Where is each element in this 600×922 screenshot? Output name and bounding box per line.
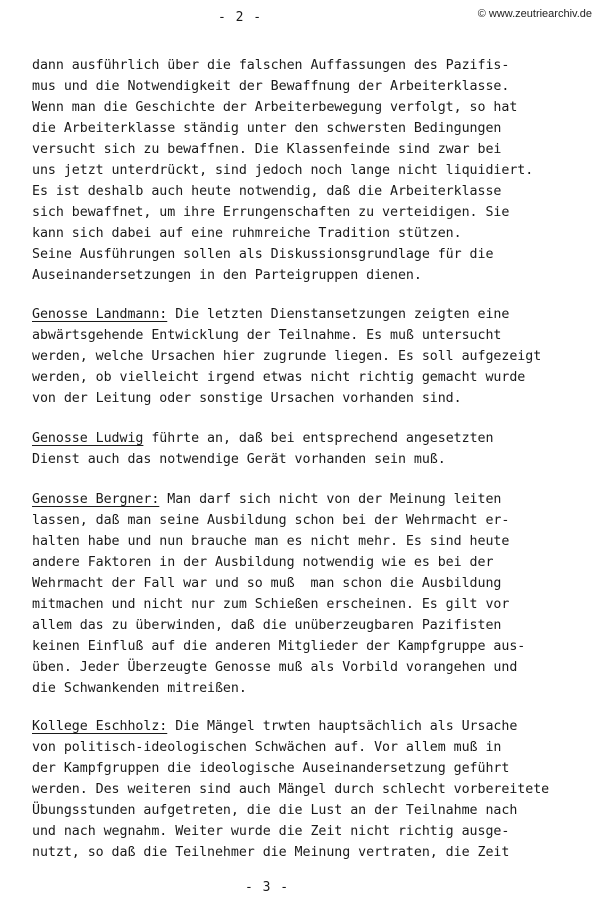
watermark: © www.zeutriearchiv.de — [477, 8, 592, 20]
text-line: der Kampfgruppen die ideologische Auseinandersetzung geführt — [32, 761, 510, 776]
speaker-name: Genosse Bergner: — [32, 492, 160, 507]
page-number-bottom: - 3 - — [245, 880, 290, 895]
text-line: mitmachen und nicht nur zum Schießen erscheinen. Es gilt vor — [32, 597, 510, 612]
text-line: Wenn man die Geschichte der Arbeiterbewegung verfolgt, so hat — [32, 100, 518, 115]
text-line: dann ausführlich über die falschen Auffassungen des Pazifis- — [32, 58, 510, 73]
text-line: andere Faktoren in der Ausbildung notwendig wie es bei der — [32, 555, 494, 570]
text-line: Dienst auch das notwendige Gerät vorhanden sein muß. — [32, 452, 446, 467]
speaker-line — [32, 489, 501, 510]
text-line: Auseinandersetzungen in den Parteigruppen dienen. — [32, 268, 422, 283]
text-line: halten habe und nun brauche man es nicht mehr. Es sind heute — [32, 534, 510, 549]
text-line: allem das zu überwinden, daß die unüberzeugbaren Pazifisten — [32, 618, 502, 633]
speaker-line — [32, 304, 509, 325]
text-line: kann sich dabei auf eine ruhmreiche Tradition stützen. — [32, 226, 462, 241]
speaker-line — [32, 428, 493, 449]
text-line: werden, welche Ursachen hier zugrunde liegen. Es soll aufgezeigt — [32, 349, 542, 364]
text-line: abwärtsgehende Entwicklung der Teilnahme. Es muß untersucht — [32, 328, 502, 343]
text-line: keinen Einfluß auf die anderen Mitglieder der Kampfgruppe aus- — [32, 639, 526, 654]
speaker-name: Genosse Ludwig — [32, 431, 144, 446]
text-line: Übungsstunden aufgetreten, die die Lust an der Teilnahme nach — [32, 803, 518, 818]
text-line: Wehrmacht der Fall war und so muß man schon die Ausbildung — [32, 576, 502, 591]
text-line: die Arbeiterklasse ständig unter den schwersten Bedingungen — [32, 121, 502, 136]
text-line: üben. Jeder Überzeugte Genosse muß als Vorbild vorangehen und — [32, 660, 518, 675]
text-line: Es ist deshalb auch heute notwendig, daß die Arbeiterklasse — [32, 184, 502, 199]
text-segment: Die letzten Dienstansetzungen zeigten eine — [167, 307, 510, 322]
speaker-name: Kollege Eschholz: — [32, 719, 168, 734]
speaker-line — [32, 716, 517, 737]
text-line: mus und die Notwendigkeit der Bewaffnung der Arbeiterklasse. — [32, 79, 510, 94]
text-line: uns jetzt unterdrückt, sind jedoch noch lange nicht liquidiert. — [32, 163, 534, 178]
text-segment: Die Mängel trwten hauptsächlich als Ursache — [167, 719, 518, 734]
text-line: Seine Ausführungen sollen als Diskussionsgrundlage für die — [32, 247, 494, 262]
text-line: werden. Des weiteren sind auch Mängel durch schlecht vorbereitete — [32, 782, 550, 797]
text-line: und nach wegnahm. Weiter wurde die Zeit nicht richtig ausge- — [32, 824, 510, 839]
page-number-top: - 2 - — [218, 10, 263, 25]
speaker-name: Genosse Landmann: — [32, 307, 168, 322]
text-line: versucht sich zu bewaffnen. Die Klassenfeinde sind zwar bei — [32, 142, 502, 157]
text-segment: führte an, daß bei entsprechend angesetzten — [143, 431, 494, 446]
text-line: von der Leitung oder sonstige Ursachen vorhanden sind. — [32, 391, 462, 406]
text-line: nutzt, so daß die Teilnehmer die Meinung vertraten, die Zeit — [32, 845, 510, 860]
text-segment: Man darf sich nicht von der Meinung leiten — [159, 492, 502, 507]
text-line: die Schwankenden mitreißen. — [32, 681, 247, 696]
text-line: sich bewaffnet, um ihre Errungenschaften zu verteidigen. Sie — [32, 205, 510, 220]
text-line: lassen, daß man seine Ausbildung schon bei der Wehrmacht er- — [32, 513, 510, 528]
text-line: werden, ob vielleicht irgend etwas nicht richtig gemacht wurde — [32, 370, 526, 385]
text-line: von politisch-ideologischen Schwächen auf. Vor allem muß in — [32, 740, 502, 755]
